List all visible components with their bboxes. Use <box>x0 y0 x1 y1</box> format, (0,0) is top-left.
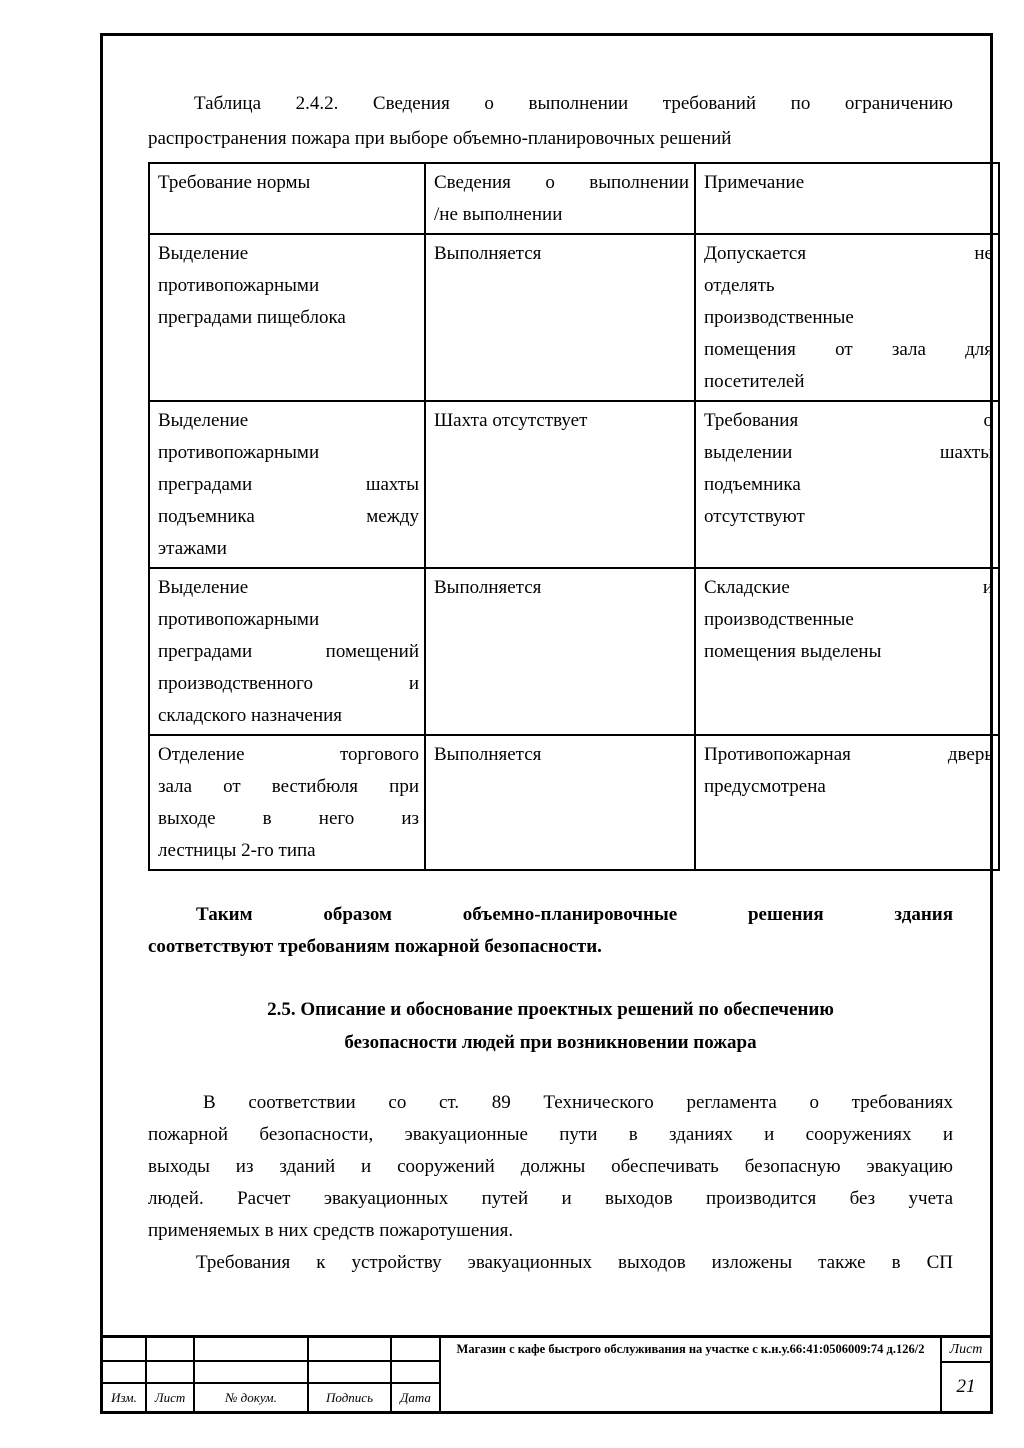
header-cell-requirement: Требование нормы <box>149 163 425 234</box>
cell-status: Шахта отсутствует <box>425 401 695 568</box>
revision-cell <box>147 1362 193 1382</box>
project-title: Магазин с кафе быстрого обслуживания на участке с к.н.у.66:41:0506009:74 д.126/2 <box>456 1342 925 1356</box>
table-row <box>149 568 999 735</box>
revision-cell <box>195 1338 307 1360</box>
table-row <box>149 735 999 870</box>
cell-status: Выполняется <box>425 735 695 870</box>
body-paragraph-2: Требования к устройству эвакуационных выходов изложены также в СП <box>196 1252 953 1273</box>
header-cell-note: Примечание <box>695 163 999 234</box>
revision-cell <box>103 1362 145 1382</box>
label-podpis: Подпись <box>309 1384 390 1411</box>
label-izm: Изм. <box>103 1384 145 1411</box>
cell-note: Противопожарная дверь предусмотрена <box>695 735 999 870</box>
revision-cell <box>147 1338 193 1360</box>
table-row <box>149 234 999 401</box>
table-row <box>149 401 999 568</box>
label-data: Дата <box>392 1384 439 1411</box>
revision-cell <box>309 1338 390 1360</box>
cell-note: Допускается не отделять производственные помещения от зала для посетителей <box>695 234 999 401</box>
conclusion-paragraph: Таким образом объемно-планировочные решения здания соответствуют требованиям пожарной безопасности. <box>148 904 953 957</box>
body-paragraph-1: В соответствии со ст. 89 Технического регламента о требованиях пожарной безопасности, эвакуационные пути в зданиях и сооружениях и выходы из зданий и сооружений должны обеспечивать безопасную эвакуацию людей. Расчет эвакуационных путей и выходов производится без учета применяемых в них средств пожаротушения. <box>148 1092 953 1241</box>
sheet-box <box>940 1338 990 1411</box>
label-doc-number: № докум. <box>195 1384 307 1411</box>
revision-cell <box>392 1338 439 1360</box>
table-caption: Таблица 2.4.2. Сведения о выполнении требований по ограничению распространения пожара при выборе объемно-планировочных решений <box>148 93 953 149</box>
table-header-row <box>149 163 999 234</box>
sheet-label: Лист <box>942 1338 990 1363</box>
cell-note: Требования о выделении шахты подъемника отсутствуют <box>695 401 999 568</box>
revision-cell <box>103 1338 145 1360</box>
title-block <box>103 1335 990 1411</box>
revision-cell <box>392 1362 439 1382</box>
cell-requirement: Выделение противопожарными преградами пищеблока <box>149 234 425 401</box>
revision-cell <box>195 1362 307 1382</box>
sheet-number: 21 <box>956 1376 976 1397</box>
revision-cell <box>309 1362 390 1382</box>
cell-status: Выполняется <box>425 568 695 735</box>
section-heading: 2.5. Описание и обоснование проектных решений по обеспечению безопасности людей при возникновении пожара <box>267 999 834 1053</box>
cell-requirement: Выделение противопожарными преградами шахты подъемника между этажами <box>149 401 425 568</box>
revision-grid <box>103 1338 441 1411</box>
cell-status: Выполняется <box>425 234 695 401</box>
cell-requirement: Выделение противопожарными преградами помещений производственного и складского назначения <box>149 568 425 735</box>
label-list: Лист <box>147 1384 193 1411</box>
page-frame <box>100 33 993 1414</box>
cell-requirement: Отделение торгового зала от вестибюля при выходе в него из лестницы 2-го типа <box>149 735 425 870</box>
content-area <box>148 86 993 1279</box>
requirements-table <box>148 162 1000 871</box>
cell-note: Складские и производственные помещения выделены <box>695 568 999 735</box>
header-cell-status: Сведения о выполнении /не выполнении <box>425 163 695 234</box>
